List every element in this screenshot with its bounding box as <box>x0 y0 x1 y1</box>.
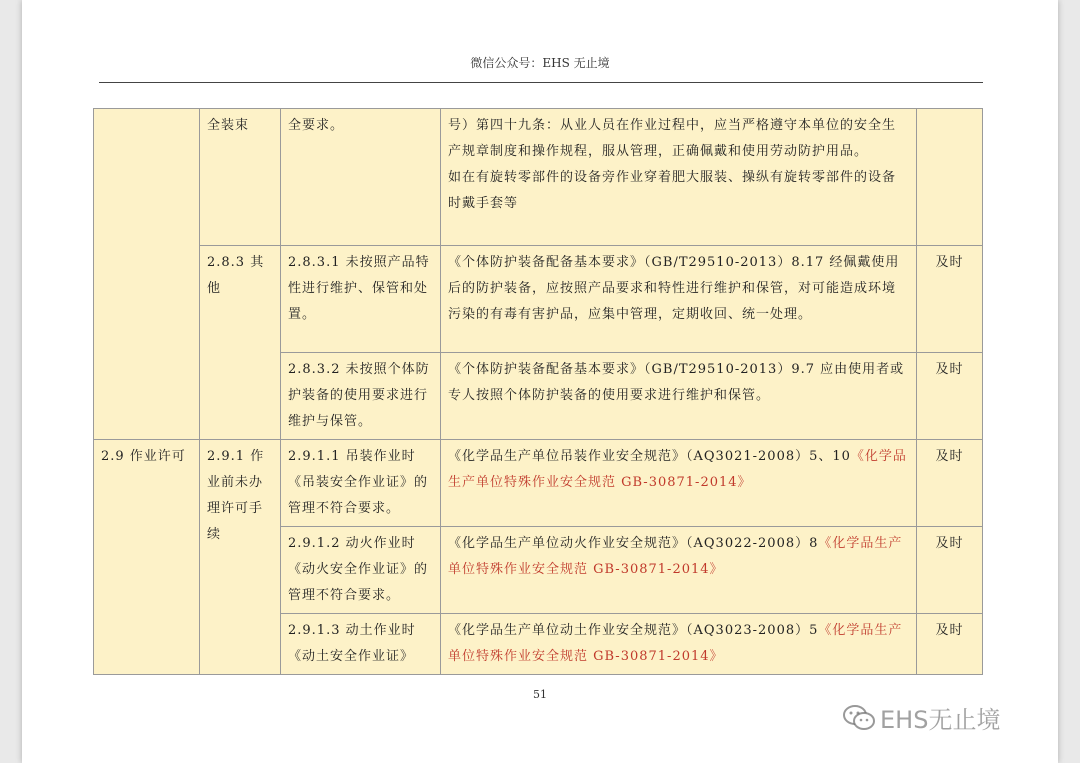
watermark-text: EHS无止境 <box>880 706 1001 734</box>
standard-cell: 2.9.1.1 吊装作业时《吊装安全作业证》的管理不符合要求。 <box>281 440 441 527</box>
wechat-icon <box>842 704 876 732</box>
item-cell-blank <box>94 109 200 440</box>
table-row <box>94 246 983 353</box>
basis-text: 如在有旋转零部件的设备旁作业穿着肥大服装、操纵有旋转零部件的设备时戴手套等 <box>448 170 897 211</box>
standard-cell: 2.9.1.3 动土作业时《动土安全作业证》 <box>281 614 441 675</box>
sub-item-cell: 全装束 <box>200 109 281 246</box>
deadline-cell: 及时 <box>917 246 983 353</box>
item-cell: 2.9 作业许可 <box>94 440 200 675</box>
basis-red-text: 《化学品生产单位特殊作业安全规范 GB-30871-2014》 <box>448 623 903 664</box>
sub-item-cell: 2.8.3 其他 <box>200 246 281 440</box>
table-row <box>94 109 983 246</box>
deadline-cell: 及时 <box>917 614 983 675</box>
basis-cell <box>441 440 917 527</box>
table-row <box>94 440 983 527</box>
deadline-cell: 及时 <box>917 527 983 614</box>
inspection-table <box>93 108 983 675</box>
deadline-cell: 及时 <box>917 353 983 440</box>
header-rule <box>99 82 983 83</box>
basis-red-text: 《化学品生产单位特殊作业安全规范 GB-30871-2014》 <box>448 449 907 490</box>
basis-cell <box>441 109 917 246</box>
sub-item-cell: 2.9.1 作业前未办理许可手续 <box>200 440 281 675</box>
basis-red-text: 《化学品生产单位特殊作业安全规范 GB-30871-2014》 <box>448 536 903 577</box>
deadline-cell: 及时 <box>917 440 983 527</box>
basis-cell: 《个体防护装备配备基本要求》（GB/T29510-2013）8.17 经佩戴使用后的防护装备，应按照产品要求和特性进行维护和保管，对可能造成环境污染的有毒有害护品，应集中管理，定期收回、统一处理。 <box>441 246 917 353</box>
basis-text: 号）第四十九条：从业人员在作业过程中，应当严格遵守本单位的安全生产规章制度和操作规程，服从管理，正确佩戴和使用劳动防护用品。 <box>448 118 897 159</box>
basis-cell <box>441 614 917 675</box>
deadline-cell <box>917 109 983 246</box>
standard-cell: 2.8.3.2 未按照个体防护装备的使用要求进行维护与保管。 <box>281 353 441 440</box>
standard-cell: 2.8.3.1 未按照产品特性进行维护、保管和处置。 <box>281 246 441 353</box>
watermark <box>842 700 1000 735</box>
document-page <box>22 0 1058 763</box>
page-header: 微信公众号：EHS 无止境 <box>470 56 610 70</box>
standard-cell: 全要求。 <box>281 109 441 246</box>
basis-text: 《化学品生产单位动土作业安全规范》（AQ3023-2008）5 <box>448 623 819 638</box>
page-number: 51 <box>533 688 547 701</box>
basis-text: 《化学品生产单位吊装作业安全规范》（AQ3021-2008）5、10 <box>448 449 851 464</box>
basis-cell: 《个体防护装备配备基本要求》（GB/T29510-2013）9.7 应由使用者或专人按照个体防护装备的使用要求进行维护和保管。 <box>441 353 917 440</box>
standard-cell: 2.9.1.2 动火作业时《动火安全作业证》的管理不符合要求。 <box>281 527 441 614</box>
basis-text: 《化学品生产单位动火作业安全规范》（AQ3022-2008）8 <box>448 536 819 551</box>
basis-cell <box>441 527 917 614</box>
